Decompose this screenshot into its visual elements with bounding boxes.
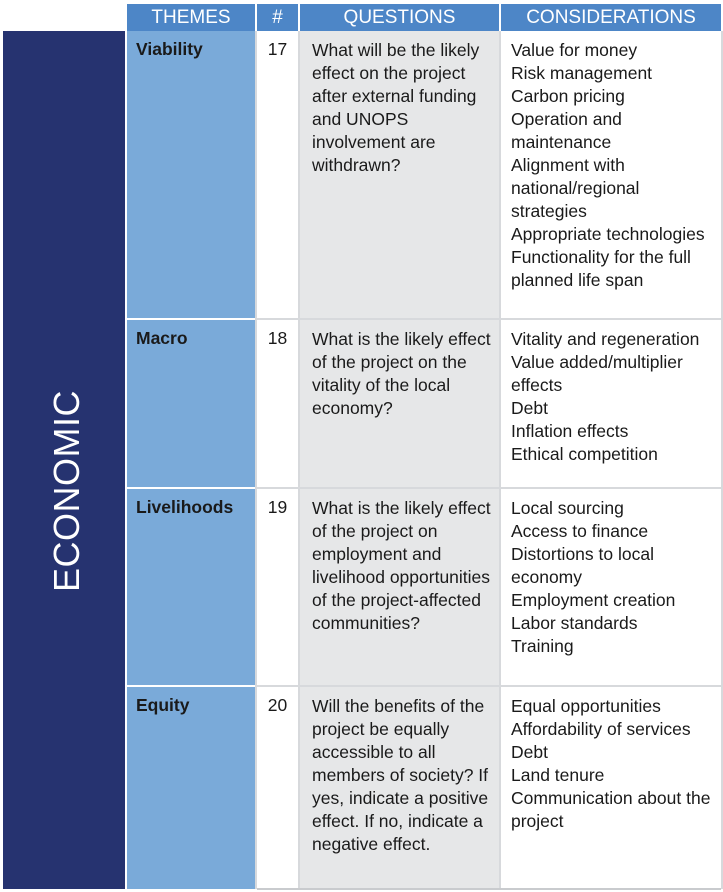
economic-side-band xyxy=(3,31,125,889)
consideration-item: Local sourcing xyxy=(511,498,624,518)
row-number: 19 xyxy=(267,497,288,517)
consideration-item: Risk management xyxy=(511,63,653,83)
theme-label: Viability xyxy=(136,39,203,59)
considerations-cell xyxy=(501,320,721,487)
considerations-cell xyxy=(501,489,721,685)
question-cell: What is the likely effect of the project on employment and livelihood opportunities of the project-affected communities? xyxy=(300,489,499,685)
header-questions: QUESTIONS xyxy=(300,4,499,31)
row-number: 20 xyxy=(267,695,288,715)
consideration-item: Operation and maintenance xyxy=(511,109,622,152)
row-number: 18 xyxy=(267,328,288,348)
consideration-item: Employment creation xyxy=(511,590,676,610)
consideration-item: Land tenure xyxy=(511,765,605,785)
consideration-item: Functionality for the full planned life span xyxy=(511,247,691,290)
consideration-item: Appropriate technologies xyxy=(511,224,705,244)
question-cell: What will be the likely effect on the project after external funding and UNOPS involvement are withdrawn? xyxy=(300,31,499,318)
theme-cell xyxy=(127,31,255,318)
consideration-item: Inflation effects xyxy=(511,421,629,441)
consideration-item: Affordability of services xyxy=(511,719,691,739)
table-bottom-border xyxy=(257,888,721,890)
theme-cell xyxy=(127,489,255,685)
header-themes: THEMES xyxy=(127,4,255,31)
consideration-item: Alignment with national/regional strategies xyxy=(511,155,640,221)
consideration-item: Value added/multiplier effects xyxy=(511,352,683,395)
consideration-item: Training xyxy=(511,636,574,656)
consideration-item: Distortions to local economy xyxy=(511,544,654,587)
consideration-item: Access to finance xyxy=(511,521,649,541)
theme-label: Equity xyxy=(136,695,190,715)
theme-label: Macro xyxy=(136,328,188,348)
consideration-item: Labor standards xyxy=(511,613,638,633)
row-number: 17 xyxy=(267,39,288,59)
considerations-cell xyxy=(501,31,721,318)
theme-cell xyxy=(127,687,255,889)
consideration-item: Vitality and regeneration xyxy=(511,329,700,349)
consideration-item: Communication about the project xyxy=(511,788,711,831)
header-number: # xyxy=(257,4,298,31)
theme-cell xyxy=(127,320,255,487)
question-cell: Will the benefits of the project be equally accessible to all members of society? If yes, indicate a positive effect. If no, indicate a negative effect. xyxy=(300,687,499,889)
consideration-item: Debt xyxy=(511,742,548,762)
economic-label: ECONOMIC xyxy=(46,390,87,592)
theme-label: Livelihoods xyxy=(136,497,234,517)
header-considerations: CONSIDERATIONS xyxy=(501,4,721,31)
consideration-item: Equal opportunities xyxy=(511,696,661,716)
question-cell: What is the likely effect of the project on the vitality of the local economy? xyxy=(300,320,499,487)
consideration-item: Debt xyxy=(511,398,548,418)
consideration-item: Value for money xyxy=(511,40,638,60)
considerations-cell xyxy=(501,687,721,889)
consideration-item: Carbon pricing xyxy=(511,86,625,106)
consideration-item: Ethical competition xyxy=(511,444,658,464)
